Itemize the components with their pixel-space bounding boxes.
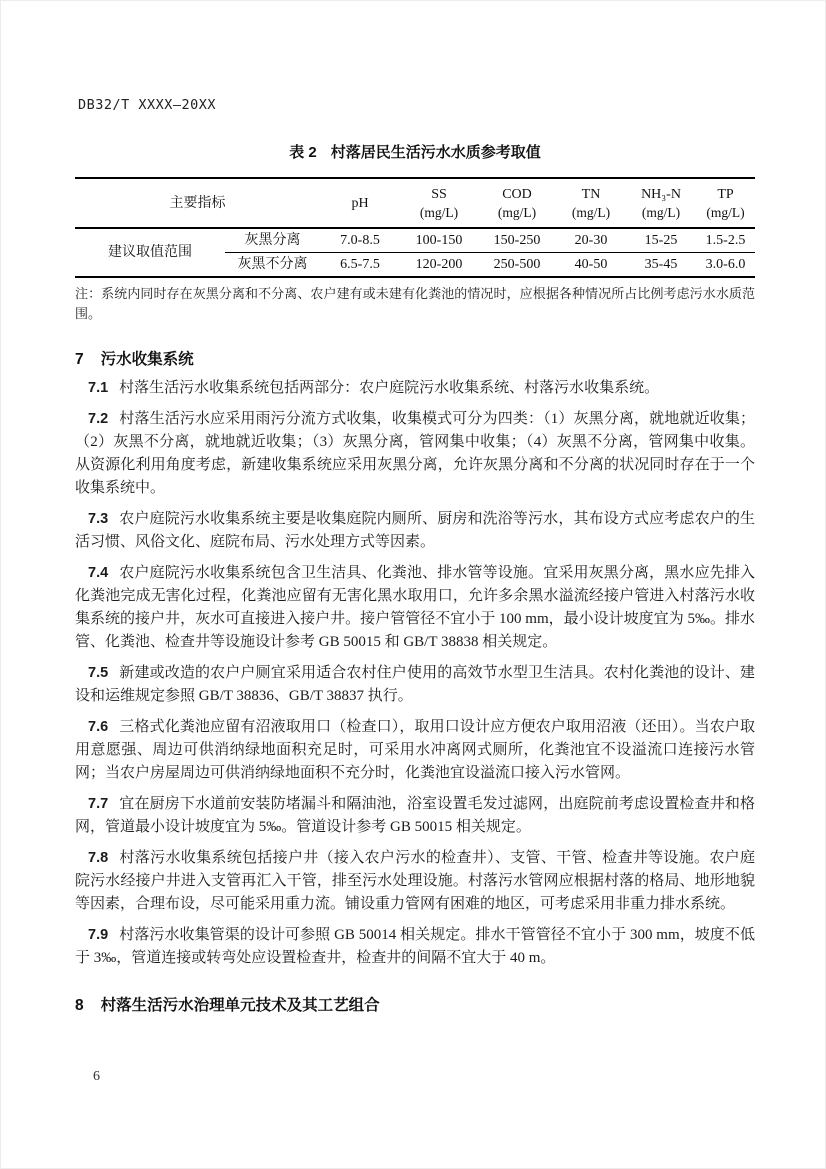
table-caption: 村落居民生活污水水质参考取值 xyxy=(330,144,541,161)
clause-text: 农户庭院污水收集系统主要是收集庭院内厕所、厨房和洗浴等污水，其布设方式应考虑农户的生活习惯、风俗文化、庭院布局、污水处理方式等因素。 xyxy=(75,511,755,550)
clause-number: 7.5 xyxy=(88,665,109,681)
col-header-ss-unit: (mg/L) xyxy=(419,205,459,220)
table-header-row xyxy=(75,178,755,228)
water-quality-table xyxy=(75,177,755,278)
clause-7-8 xyxy=(75,847,755,916)
col-header-ph: pH xyxy=(351,195,369,211)
clause-number: 7.4 xyxy=(88,565,109,581)
clause-text: 村落污水收集管渠的设计可参照 GB 50014 相关规定。排水干管管径不宜小于 300 mm，坡度不低于 3‰，管道连接或转弯处应设置检查井，检查井的间隔不宜大于 40 m。 xyxy=(75,927,755,966)
clause-7-5 xyxy=(75,662,755,708)
section-number: 8 xyxy=(75,997,84,1014)
table-note: 注：系统内同时存在灰黑分离和不分离、农户建有或未建有化粪池的情况时，应根据各种情况所占比例考虑污水水质范围。 xyxy=(75,286,755,321)
col-header-nh3n-unit: (mg/L) xyxy=(641,205,681,220)
table-label: 表 2 xyxy=(289,144,317,161)
clause-number: 7.2 xyxy=(88,411,109,427)
col-header-tp-name: TP xyxy=(717,187,734,202)
clause-text: 农户庭院污水收集系统包含卫生洁具、化粪池、排水管等设施。宜采用灰黑分离，黑水应先排入化粪池完成无害化过程，化粪池应留有无害化黑水取用口，允许多余黑水溢流经接户管进入村落污水收集系统的接户井，灰水可直接进入接户井。接户管管径不宜小于 100 mm，最小设计坡度宜为 5‰。排水管、化粪池、检查井等设施设计参考 GB 50015 和 GB/T 38838 相关规定。 xyxy=(75,565,755,650)
col-header-tn xyxy=(556,178,626,228)
value-cell-tn: 20-30 xyxy=(556,228,626,253)
value-cell-tn: 40-50 xyxy=(574,257,608,272)
col-header-tn-name: TN xyxy=(581,187,601,202)
value-cell-cod: 250-500 xyxy=(493,257,541,272)
clause-7-4 xyxy=(75,562,755,654)
col-header-cod-name: COD xyxy=(502,187,532,202)
col-header-tp xyxy=(696,178,755,228)
value-cell-ph: 6.5-7.5 xyxy=(340,257,380,272)
section-title: 村落生活污水治理单元技术及其工艺组合 xyxy=(100,997,380,1014)
section-title: 污水收集系统 xyxy=(100,351,194,368)
clause-text: 新建或改造的农户户厕宜采用适合农村住户使用的高效节水型卫生洁具。农村化粪池的设计、建设和运维规定参照 GB/T 38836、GB/T 38837 执行。 xyxy=(75,665,755,704)
col-header-tp-unit: (mg/L) xyxy=(706,205,745,220)
col-header-nh3n-name: NH₃-N xyxy=(641,187,681,202)
col-header-cod xyxy=(478,178,556,228)
row-label-cell: 建议取值范围 xyxy=(108,245,192,260)
value-cell-nh3n: 15-25 xyxy=(626,228,696,253)
col-header-indicator: 主要指标 xyxy=(169,195,226,211)
col-header-tn-unit: (mg/L) xyxy=(571,205,611,220)
value-cell-ss: 100-150 xyxy=(400,228,478,253)
clause-7-2 xyxy=(75,408,755,500)
value-cell-nh3n: 35-45 xyxy=(644,257,678,272)
clause-7-7 xyxy=(75,793,755,839)
section-heading-8 xyxy=(75,996,755,1015)
value-cell-cod: 150-250 xyxy=(478,228,556,253)
running-header: DB32/T XXXX—20XX xyxy=(78,97,217,113)
clause-7-3 xyxy=(75,508,755,554)
clause-number: 7.1 xyxy=(88,380,109,396)
section-heading-7 xyxy=(75,350,755,369)
table-row xyxy=(75,228,755,253)
clause-text: 村落污水收集系统包括接户井（接入农户污水的检查井）、支管、干管、检查井等设施。农户庭院污水经接户井进入支管再汇入干管，排至污水处理设施。村落污水管网应根据村落的格局、地形地貌等因素，合理布设，尽可能采用重力流。铺设重力管网有困难的地区，可考虑采用非重力排水系统。 xyxy=(75,850,755,912)
clause-number: 7.8 xyxy=(88,850,109,866)
mode-cell: 灰黑分离 xyxy=(225,228,320,253)
clause-text: 宜在厨房下水道前安装防堵漏斗和隔油池，浴室设置毛发过滤网，出庭院前考虑设置检查井和格网，管道最小设计坡度宜为 5‰。管道设计参考 GB 50015 相关规定。 xyxy=(75,796,755,835)
section-number: 7 xyxy=(75,351,84,368)
clause-number: 7.6 xyxy=(88,719,109,735)
clause-text: 村落生活污水应采用雨污分流方式收集，收集模式可分为四类：（1）灰黑分离，就地就近收集；（2）灰黑不分离，就地就近收集；（3）灰黑分离，管网集中收集；（4）灰黑不分离，管网集中收集。从资源化利用角度考虑，新建收集系统应采用灰黑分离，允许灰黑分离和不分离的状况同时存在于一个收集系统中。 xyxy=(75,411,755,496)
value-cell-tp: 3.0-6.0 xyxy=(705,257,746,272)
clause-number: 7.3 xyxy=(88,511,109,527)
table-title xyxy=(75,141,755,162)
mode-cell: 灰黑不分离 xyxy=(237,257,308,272)
value-cell-ss: 120-200 xyxy=(415,257,463,272)
clause-number: 7.9 xyxy=(88,927,109,943)
page-content xyxy=(75,0,755,1015)
col-header-cod-unit: (mg/L) xyxy=(497,205,537,220)
clause-7-9 xyxy=(75,924,755,970)
col-header-ss xyxy=(400,178,478,228)
clause-text: 村落生活污水收集系统包括两部分：农户庭院污水收集系统、村落污水收集系统。 xyxy=(119,380,660,396)
clause-7-6 xyxy=(75,716,755,785)
value-cell-ph: 7.0-8.5 xyxy=(320,228,400,253)
clause-text: 三格式化粪池应留有沼液取用口（检查口），取用口设计应方便农户取用沼液（还田）。当农户取用意愿强、周边可供消纳绿地面积充足时，可采用水冲离网式厕所，化粪池宜不设溢流口连接污水管网；当农户房屋周边可供消纳绿地面积不充分时，化粪池宜设溢流口接入污水管网。 xyxy=(75,719,755,781)
col-header-ss-name: SS xyxy=(431,187,447,202)
page-number: 6 xyxy=(93,1069,100,1084)
clause-number: 7.7 xyxy=(88,796,109,812)
col-header-nh3n xyxy=(626,178,696,228)
value-cell-tp: 1.5-2.5 xyxy=(696,228,755,253)
clause-7-1 xyxy=(75,377,755,400)
